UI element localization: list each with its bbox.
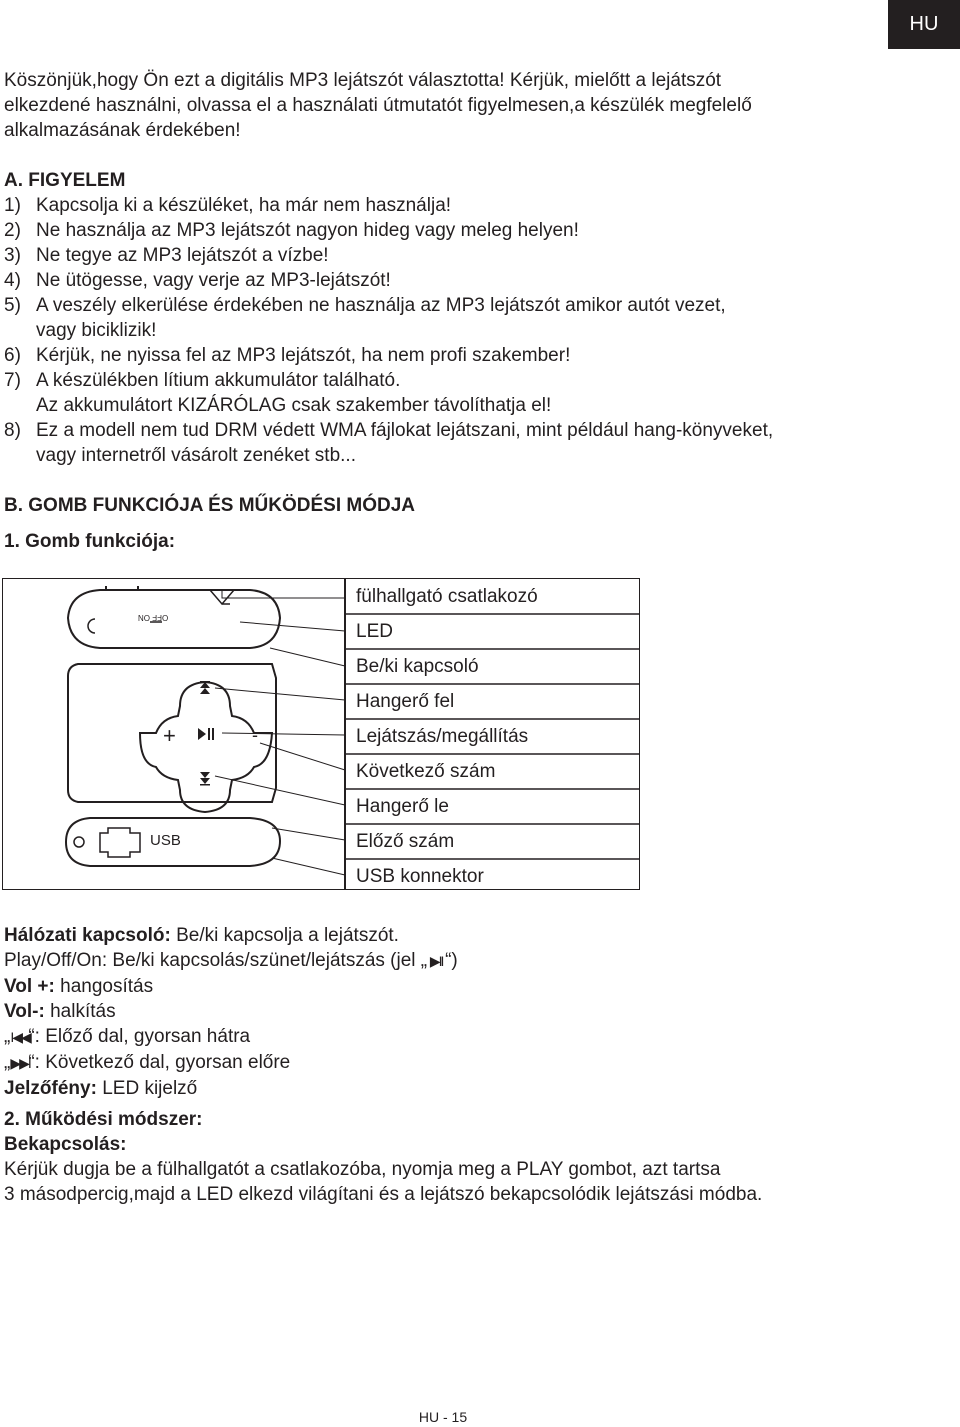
warning-item bbox=[4, 293, 944, 343]
page-number: HU - 15 bbox=[418, 1409, 468, 1425]
warning-number: 6) bbox=[4, 345, 21, 366]
previous-track-icon: I◀◀ bbox=[10, 1029, 30, 1045]
warning-item bbox=[4, 218, 944, 243]
function-previous bbox=[4, 1024, 944, 1050]
warning-number: 7) bbox=[4, 370, 21, 391]
function-text: Play/Off/On: Be/ki kapcsolás/szünet/lejátszás (jel „ bbox=[4, 950, 428, 971]
warning-text: Ez a modell nem tud DRM védett WMA fájlokat lejátszani, mint például hang-könyveket, bbox=[36, 420, 774, 441]
warning-text: A veszély elkerülése érdekében ne használja az MP3 lejátszót amikor autót vezet, bbox=[36, 295, 726, 316]
operation-line: 3 másodpercig,majd a LED elkezd világítani és a lejátszó bekapcsolódik lejátszási módba. bbox=[4, 1184, 763, 1205]
callout-usb-connector: USB konnektor bbox=[356, 866, 484, 887]
intro-paragraph bbox=[4, 68, 944, 143]
player-top-body bbox=[68, 590, 280, 648]
power-on-heading: Bekapcsolás: bbox=[4, 1134, 127, 1155]
usb-label: USB bbox=[150, 832, 181, 849]
intro-line: Köszönjük,hogy Ön ezt a digitális MP3 lejátszót választotta! Kérjük, mielőtt a lejátszót bbox=[4, 70, 722, 91]
lanyard-hole bbox=[74, 837, 84, 847]
intro-line: elkezdené használni, olvassa el a használati útmutatót figyelmesen,a készülék megfelelő bbox=[4, 95, 752, 116]
volume-up-icon: + bbox=[163, 723, 176, 748]
function-led bbox=[4, 1076, 944, 1101]
function-volume-up bbox=[4, 974, 944, 999]
power-switch-label: OFF ON bbox=[138, 613, 169, 622]
player-diagram bbox=[0, 578, 642, 894]
warning-text: Ne tegye az MP3 lejátszót a vízbe! bbox=[36, 245, 329, 266]
warning-text: vagy internetről vásárolt zenéket stb... bbox=[36, 445, 356, 466]
button-function-heading: 1. Gomb funkciója: bbox=[4, 531, 176, 552]
callout-next-track: Következő szám bbox=[356, 761, 496, 782]
function-text: halkítás bbox=[44, 1001, 116, 1022]
function-label: Vol +: bbox=[4, 976, 55, 997]
warning-item bbox=[4, 268, 944, 293]
callout-led: LED bbox=[356, 621, 393, 642]
callout-play-pause: Lejátszás/megállítás bbox=[356, 726, 529, 747]
leader-line-prev bbox=[272, 828, 345, 840]
warning-list bbox=[4, 193, 944, 468]
warning-text: vagy biciklizik! bbox=[36, 320, 157, 341]
callout-volume-down: Hangerő le bbox=[356, 796, 449, 817]
earphone-jack-icon bbox=[88, 619, 95, 633]
warning-number: 8) bbox=[4, 420, 21, 441]
warning-text: Az akkumulátort KIZÁRÓLAG csak szakember távolíthatja el! bbox=[36, 395, 552, 416]
led-notch bbox=[210, 590, 240, 604]
warning-number: 5) bbox=[4, 295, 21, 316]
cross-keypad bbox=[140, 682, 272, 812]
function-text: „ bbox=[4, 1026, 11, 1047]
function-next bbox=[4, 1050, 944, 1076]
function-text: „ bbox=[4, 1052, 11, 1073]
leader-line-vol-down bbox=[215, 776, 345, 805]
function-play bbox=[4, 948, 944, 974]
play-pause-icon: ▶II bbox=[429, 953, 443, 969]
previous-track-icon bbox=[200, 772, 210, 786]
play-pause-icon bbox=[198, 728, 214, 740]
function-text: hangosítás bbox=[54, 976, 154, 997]
operation-line: Kérjük dugja be a fülhallgatót a csatlakozóba, nyomja meg a PLAY gombot, azt tartsa bbox=[4, 1159, 721, 1180]
warning-item bbox=[4, 368, 944, 418]
callout-power-switch: Be/ki kapcsoló bbox=[356, 656, 479, 677]
warning-number: 4) bbox=[4, 270, 21, 291]
leader-line-earphone bbox=[222, 590, 345, 598]
usb-connector-icon bbox=[100, 828, 140, 857]
function-text: “) bbox=[445, 950, 458, 971]
callout-volume-up: Hangerő fel bbox=[356, 691, 455, 712]
warning-number: 3) bbox=[4, 245, 21, 266]
intro-line: alkalmazásának érdekében! bbox=[4, 120, 241, 141]
next-track-icon: ▶▶I bbox=[10, 1055, 30, 1071]
function-label: Hálózati kapcsoló: bbox=[4, 925, 171, 946]
warning-number: 2) bbox=[4, 220, 21, 241]
function-volume-down bbox=[4, 999, 944, 1024]
function-label: Jelzőfény: bbox=[4, 1078, 97, 1099]
callout-previous-track: Előző szám bbox=[356, 831, 455, 852]
warning-item bbox=[4, 193, 944, 218]
leader-line-usb bbox=[272, 858, 345, 875]
leader-line-led bbox=[240, 622, 345, 631]
leader-line-vol-up bbox=[215, 688, 345, 700]
warning-text: Kérjük, ne nyissa fel az MP3 lejátszót, ha nem profi szakember! bbox=[36, 345, 571, 366]
leader-lines bbox=[215, 590, 345, 875]
function-text: “: Előző dal, gyorsan hátra bbox=[28, 1026, 251, 1047]
section-b-heading: B. GOMB FUNKCIÓJA ÉS MŰKÖDÉSI MÓDJA bbox=[4, 495, 415, 516]
function-text: Be/ki kapcsolja a lejátszót. bbox=[170, 925, 399, 946]
function-text: “: Következő dal, gyorsan előre bbox=[28, 1052, 291, 1073]
function-text: LED kijelző bbox=[96, 1078, 198, 1099]
function-label: Vol-: bbox=[4, 1001, 45, 1022]
callout-earphone-jack: fülhallgató csatlakozó bbox=[356, 586, 538, 607]
operation-heading: 2. Működési módszer: bbox=[4, 1109, 203, 1130]
warning-section bbox=[4, 168, 944, 468]
function-list bbox=[4, 923, 944, 1101]
leader-line-next bbox=[260, 743, 345, 770]
warning-item bbox=[4, 243, 944, 268]
warning-text: A készülékben lítium akkumulátor található. bbox=[36, 370, 401, 391]
warning-text: Ne használja az MP3 lejátszót nagyon hideg vagy meleg helyen! bbox=[36, 220, 579, 241]
leader-line-play bbox=[222, 733, 345, 735]
warning-heading: A. FIGYELEM bbox=[4, 170, 126, 191]
leader-line-power bbox=[270, 648, 345, 666]
warning-item bbox=[4, 343, 944, 368]
warning-text: Ne ütögesse, vagy verje az MP3-lejátszót! bbox=[36, 270, 391, 291]
operation-section bbox=[4, 1107, 944, 1207]
function-network-switch bbox=[4, 923, 944, 948]
warning-number: 1) bbox=[4, 195, 21, 216]
volume-down-icon: - bbox=[252, 725, 258, 745]
warning-item bbox=[4, 418, 944, 468]
warning-text: Kapcsolja ki a készüléket, ha már nem használja! bbox=[36, 195, 452, 216]
language-tab: HU bbox=[888, 0, 960, 49]
